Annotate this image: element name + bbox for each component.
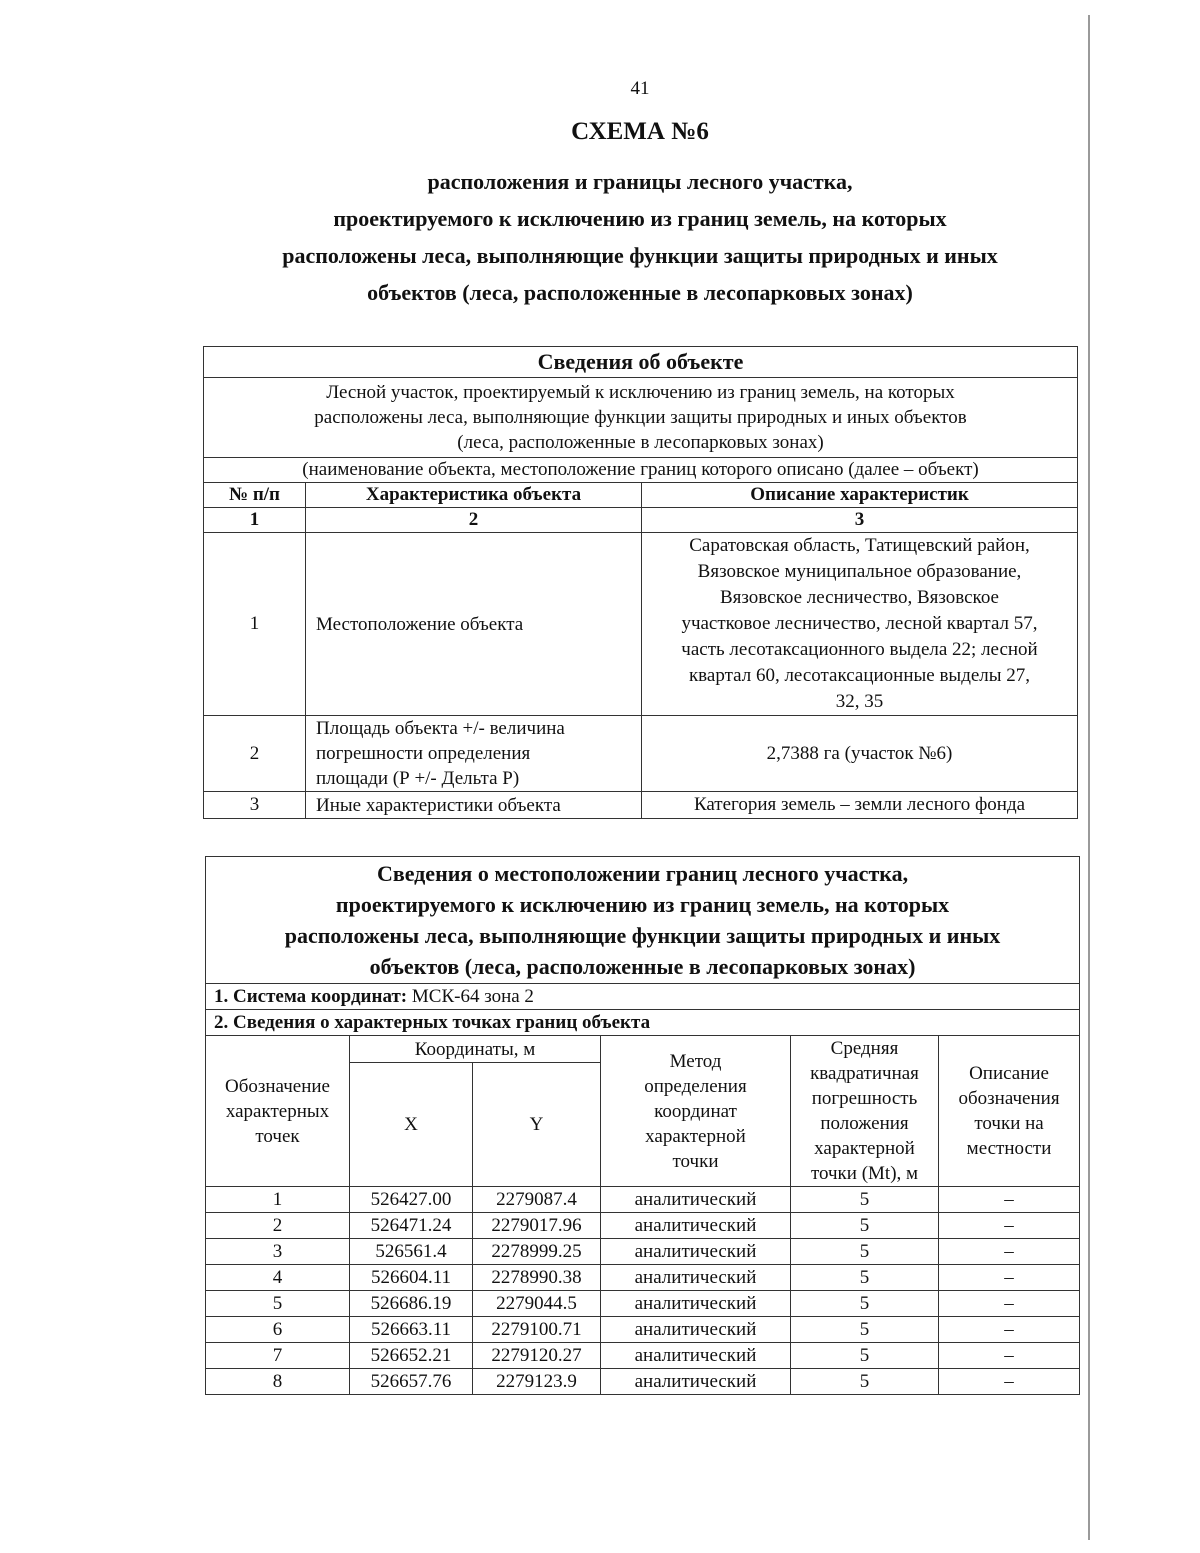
description-line: часть лесотаксационного выдела 22; лесной bbox=[681, 639, 1038, 660]
header-line: Метод bbox=[669, 1050, 722, 1072]
column-header-error bbox=[791, 1036, 939, 1187]
characteristic-line: Местоположение объекта bbox=[316, 613, 524, 635]
point-id: 7 bbox=[206, 1343, 350, 1369]
description-line: Вязовское лесничество, Вязовское bbox=[719, 587, 999, 608]
boundaries-header-line: проектируемого к исключению из границ земель, на которых bbox=[335, 892, 950, 917]
point-error: 5 bbox=[791, 1187, 939, 1213]
points-header: 2. Сведения о характерных точках границ объекта bbox=[206, 1010, 1080, 1036]
table-row bbox=[206, 1343, 1080, 1369]
point-error: 5 bbox=[791, 1343, 939, 1369]
point-y: 2279087.4 bbox=[473, 1187, 601, 1213]
row-number: 3 bbox=[204, 792, 306, 819]
header-line: положения bbox=[820, 1113, 909, 1134]
row-characteristic bbox=[306, 716, 642, 792]
point-x: 526561.4 bbox=[350, 1239, 473, 1265]
point-y: 2279044.5 bbox=[473, 1291, 601, 1317]
table-row bbox=[206, 1213, 1080, 1239]
page-number: 41 bbox=[630, 78, 650, 99]
object-note: (наименование объекта, местоположение границ которого описано (далее – объект) bbox=[204, 458, 1078, 483]
point-x: 526652.21 bbox=[350, 1343, 473, 1369]
header-line: характерных bbox=[225, 1100, 330, 1122]
point-method: аналитический bbox=[601, 1369, 791, 1395]
characteristic-line: Иные характеристики объекта bbox=[316, 794, 561, 816]
row-characteristic bbox=[306, 533, 642, 716]
point-y: 2279100.71 bbox=[473, 1317, 601, 1343]
subtitle-line: проектируемого к исключению из границ земель, на которых bbox=[333, 206, 947, 231]
boundaries-header bbox=[206, 857, 1080, 984]
description-line: 32, 35 bbox=[835, 691, 884, 712]
column-header-description: Описание характеристик bbox=[642, 483, 1078, 508]
scan-edge-line bbox=[1088, 15, 1090, 1540]
point-method: аналитический bbox=[601, 1239, 791, 1265]
table-row bbox=[206, 1187, 1080, 1213]
point-x: 526604.11 bbox=[350, 1265, 473, 1291]
point-method: аналитический bbox=[601, 1213, 791, 1239]
table-row bbox=[206, 1291, 1080, 1317]
boundaries-table bbox=[205, 856, 1080, 1395]
table-row bbox=[206, 1369, 1080, 1395]
description-line: участковое лесничество, лесной квартал 57, bbox=[681, 613, 1038, 634]
point-method: аналитический bbox=[601, 1187, 791, 1213]
point-error: 5 bbox=[791, 1239, 939, 1265]
boundaries-header-line: Сведения о местоположении границ лесного участка, bbox=[376, 861, 909, 886]
point-description: – bbox=[939, 1213, 1080, 1239]
table-row bbox=[206, 1265, 1080, 1291]
point-description: – bbox=[939, 1265, 1080, 1291]
coordinate-system-label: 1. Система координат: bbox=[214, 985, 408, 1007]
point-id: 1 bbox=[206, 1187, 350, 1213]
column-header-point bbox=[206, 1036, 350, 1187]
header-line: квадратичная bbox=[810, 1063, 919, 1084]
point-id: 8 bbox=[206, 1369, 350, 1395]
header-line: точки на bbox=[974, 1113, 1044, 1134]
point-x: 526686.19 bbox=[350, 1291, 473, 1317]
object-info-table bbox=[203, 346, 1078, 819]
point-method: аналитический bbox=[601, 1291, 791, 1317]
point-x: 526657.76 bbox=[350, 1369, 473, 1395]
object-info-header: Сведения об объекте bbox=[204, 347, 1078, 378]
point-description: – bbox=[939, 1369, 1080, 1395]
page-title: СХЕМА №6 bbox=[571, 118, 709, 145]
header-line: Описание bbox=[969, 1063, 1049, 1084]
column-header-x: X bbox=[350, 1063, 473, 1187]
column-number: 1 bbox=[204, 508, 306, 533]
coordinate-system bbox=[206, 984, 1080, 1010]
point-y: 2278990.38 bbox=[473, 1265, 601, 1291]
characteristic-line: погрешности определения bbox=[316, 743, 531, 764]
point-description: – bbox=[939, 1239, 1080, 1265]
header-line: Обозначение bbox=[225, 1075, 330, 1097]
column-header-characteristic: Характеристика объекта bbox=[306, 483, 642, 508]
header-line: Средняя bbox=[830, 1038, 899, 1059]
row-description bbox=[642, 716, 1078, 792]
row-number: 1 bbox=[204, 533, 306, 716]
point-method: аналитический bbox=[601, 1265, 791, 1291]
description-line: Категория земель – земли лесного фонда bbox=[693, 794, 1026, 815]
characteristic-line: площади (Р +/- Дельта Р) bbox=[316, 768, 520, 789]
column-header-y: Y bbox=[473, 1063, 601, 1187]
point-id: 6 bbox=[206, 1317, 350, 1343]
point-method: аналитический bbox=[601, 1317, 791, 1343]
column-header-coordinates: Координаты, м bbox=[350, 1036, 601, 1063]
header-line: определения bbox=[644, 1075, 747, 1097]
subtitle-line: объектов (леса, расположенные в лесопарковых зонах) bbox=[367, 280, 913, 305]
point-error: 5 bbox=[791, 1317, 939, 1343]
point-id: 4 bbox=[206, 1265, 350, 1291]
point-id: 3 bbox=[206, 1239, 350, 1265]
header-line: местности bbox=[966, 1138, 1052, 1159]
table-row bbox=[204, 533, 1078, 716]
header-line: координат bbox=[654, 1100, 737, 1122]
point-y: 2279120.27 bbox=[473, 1343, 601, 1369]
point-description: – bbox=[939, 1187, 1080, 1213]
description-line: Саратовская область, Татищевский район, bbox=[689, 535, 1030, 556]
point-description: – bbox=[939, 1343, 1080, 1369]
column-number: 3 bbox=[642, 508, 1078, 533]
column-header-point-description bbox=[939, 1036, 1080, 1187]
point-x: 526663.11 bbox=[350, 1317, 473, 1343]
point-y: 2278999.25 bbox=[473, 1239, 601, 1265]
description-line: расположены леса, выполняющие функции защиты природных и иных объектов bbox=[314, 407, 967, 428]
subtitle-line: расположены леса, выполняющие функции защиты природных и иных bbox=[282, 243, 998, 268]
header-line: точки (Mt), м bbox=[810, 1163, 919, 1184]
coordinate-system-value: МСК-64 зона 2 bbox=[407, 985, 534, 1007]
header-line: точки bbox=[672, 1150, 719, 1172]
row-description bbox=[642, 792, 1078, 819]
column-header-number: № п/п bbox=[204, 483, 306, 508]
point-error: 5 bbox=[791, 1291, 939, 1317]
table-row bbox=[206, 1317, 1080, 1343]
point-error: 5 bbox=[791, 1213, 939, 1239]
column-number: 2 bbox=[306, 508, 642, 533]
point-method: аналитический bbox=[601, 1343, 791, 1369]
description-line: 2,7388 га (участок №6) bbox=[766, 742, 953, 764]
table-row bbox=[204, 792, 1078, 819]
description-line: Лесной участок, проектируемый к исключению из границ земель, на которых bbox=[326, 382, 955, 403]
point-x: 526427.00 bbox=[350, 1187, 473, 1213]
table-row bbox=[204, 716, 1078, 792]
header-line: характерной bbox=[645, 1125, 746, 1147]
point-error: 5 bbox=[791, 1265, 939, 1291]
page-subtitle bbox=[200, 163, 1080, 311]
description-line: квартал 60, лесотаксационные выделы 27, bbox=[688, 665, 1031, 686]
point-y: 2279017.96 bbox=[473, 1213, 601, 1239]
point-description: – bbox=[939, 1317, 1080, 1343]
row-description bbox=[642, 533, 1078, 716]
header-line: погрешность bbox=[811, 1088, 918, 1109]
characteristic-line: Площадь объекта +/- величина bbox=[316, 718, 565, 739]
column-header-method bbox=[601, 1036, 791, 1187]
point-x: 526471.24 bbox=[350, 1213, 473, 1239]
boundaries-header-line: расположены леса, выполняющие функции защиты природных и иных bbox=[284, 923, 1001, 948]
row-number: 2 bbox=[204, 716, 306, 792]
object-description bbox=[204, 378, 1078, 458]
description-line: Вязовское муниципальное образование, bbox=[697, 561, 1022, 582]
header-line: характерной bbox=[814, 1138, 915, 1159]
header-line: точек bbox=[255, 1125, 300, 1147]
point-y: 2279123.9 bbox=[473, 1369, 601, 1395]
boundaries-header-line: объектов (леса, расположенные в лесопарковых зонах) bbox=[369, 954, 916, 979]
header-line: обозначения bbox=[958, 1088, 1060, 1109]
row-characteristic bbox=[306, 792, 642, 819]
point-id: 2 bbox=[206, 1213, 350, 1239]
point-id: 5 bbox=[206, 1291, 350, 1317]
table-row bbox=[206, 1239, 1080, 1265]
point-error: 5 bbox=[791, 1369, 939, 1395]
description-line: (леса, расположенные в лесопарковых зонах) bbox=[457, 432, 824, 453]
point-description: – bbox=[939, 1291, 1080, 1317]
points-body bbox=[206, 1187, 1080, 1395]
subtitle-line: расположения и границы лесного участка, bbox=[427, 169, 853, 194]
